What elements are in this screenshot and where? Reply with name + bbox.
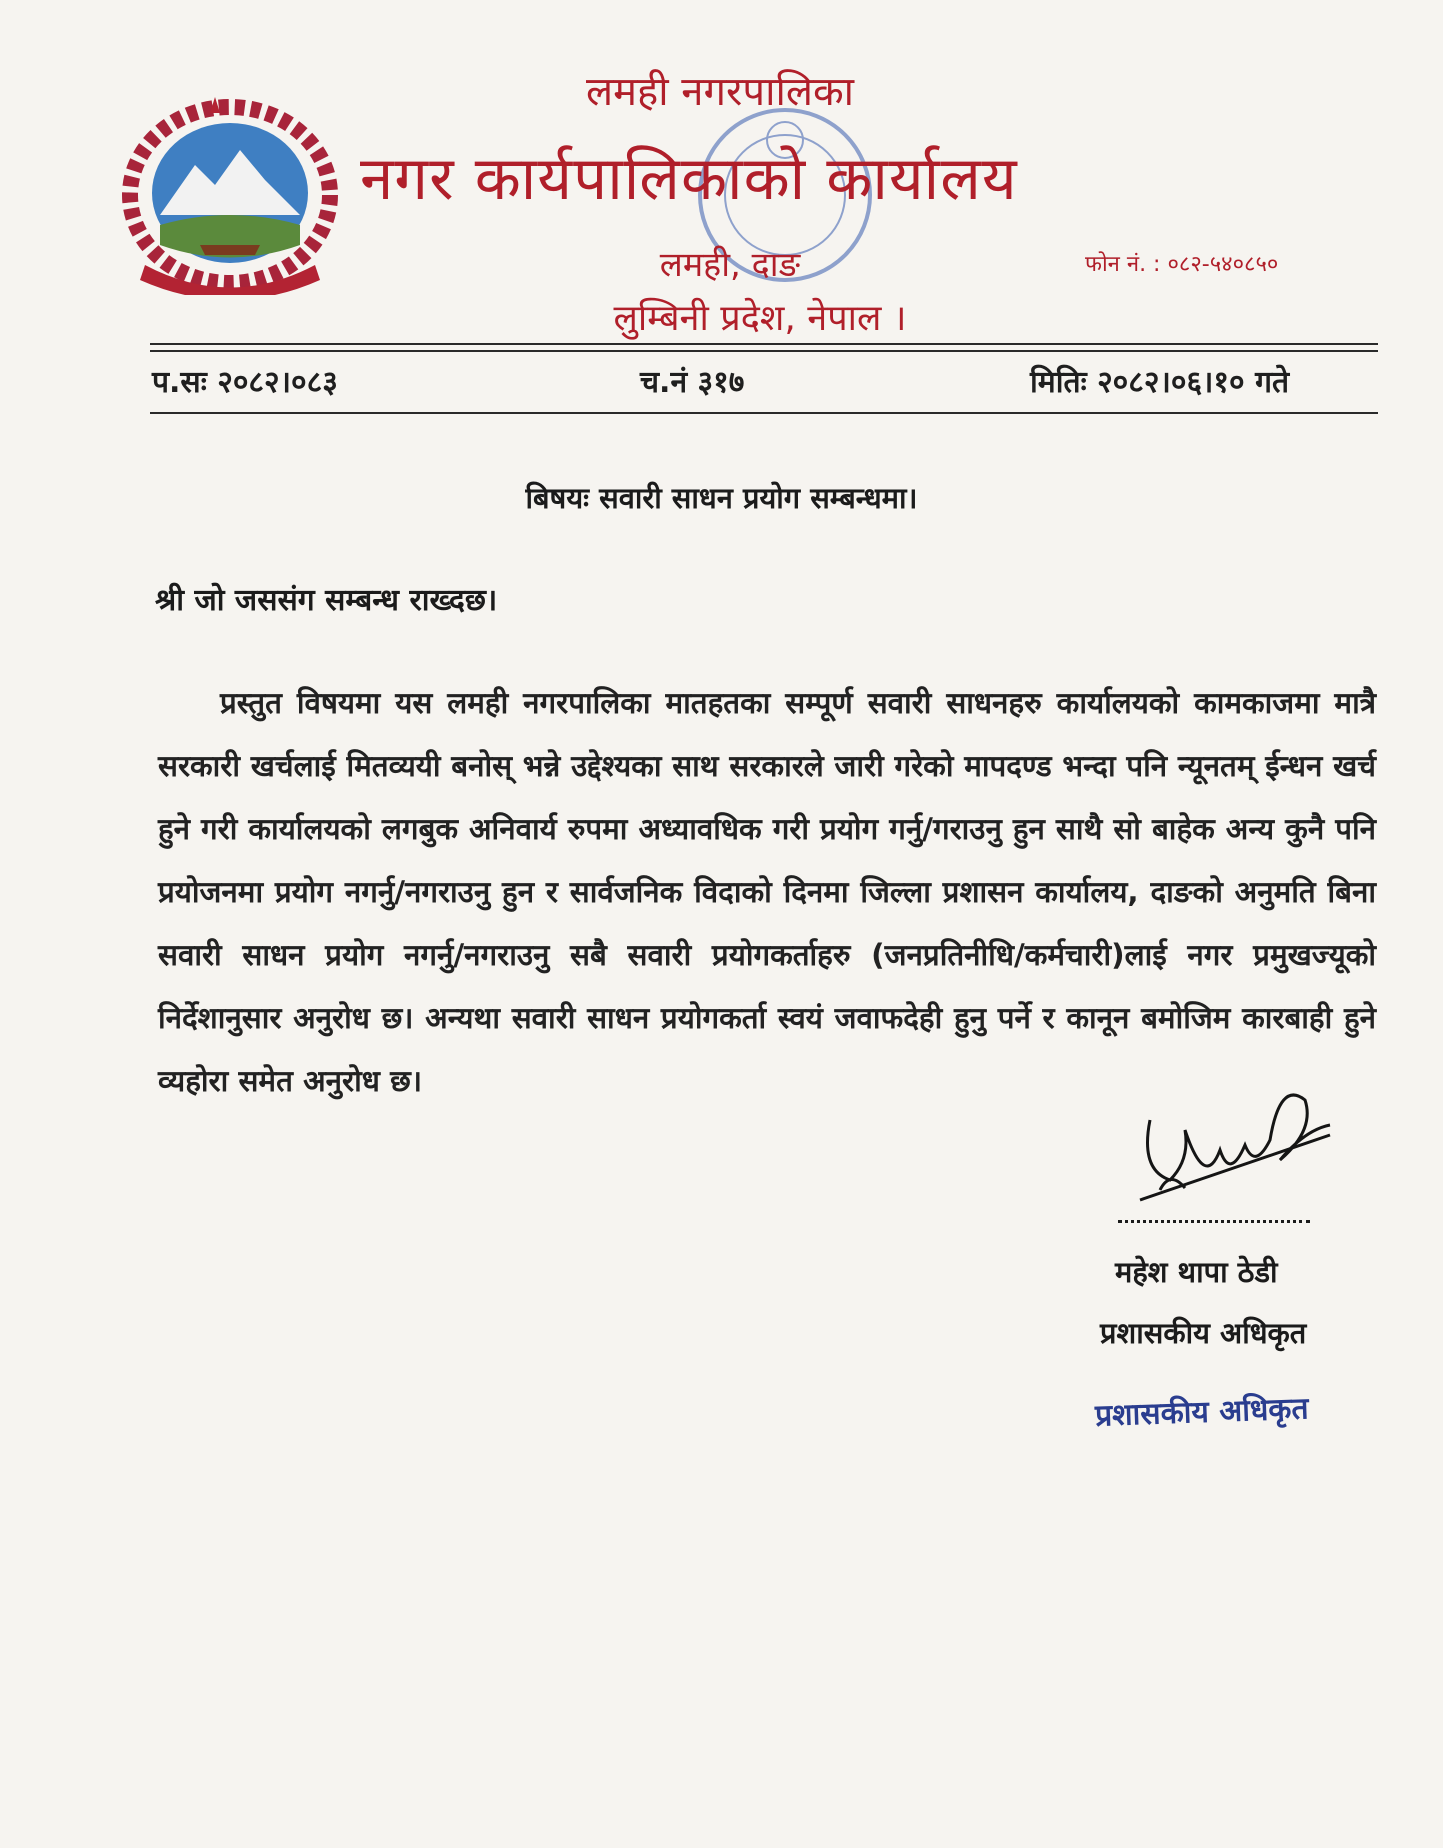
signatory-stamp: प्रशासकीय अधिकृत (1094, 1391, 1310, 1434)
header-divider-top-2 (150, 350, 1378, 352)
header-divider-bottom (150, 412, 1378, 414)
signatory-title: प्रशासकीय अधिकृत (1100, 1316, 1307, 1350)
province-country: लुम्बिनी प्रदेश, नेपाल । (613, 298, 907, 339)
nepal-emblem-icon (115, 95, 345, 295)
letter-body: प्रस्तुत विषयमा यस लमही नगरपालिका मातहतका सम्पूर्ण सवारी साधनहरु कार्यालयको कामकाजमा मात्रै सरकारी खर्चलाई मितव्ययी बनोस् भन्ने उद्देश्यका साथ सरकारले जारी गरेको मापदण्ड भन्दा पनि न्यूनतम् ईन्धन खर्च हुने गरी कार्यालयको लगबुक अनिवार्य रुपमा अध्यावधिक गरी प्रयोग गर्नु/गराउनु हुन साथै सो बाहेक अन्य कुनै पनि प्रयोजनमा प्रयोग नगर्नु/नगराउनु हुन र सार्वजनिक विदाको दिनमा जिल्ला प्रशासन कार्यालय, दाङको अनुमति बिना सवारी साधन प्रयोग नगर्नु/नगराउनु सबै सवारी प्रयोगकर्ताहरु (जनप्रतिनीधि/कर्मचारी)लाई नगर प्रमुखज्यूको निर्देशानुसार अनुरोध छ। अन्यथा सवारी साधन प्रयोगकर्ता स्वयं जवाफदेही हुनु पर्ने र कानून बमोजिम कारबाही हुने व्यहोरा समेत अनुरोध छ। (158, 686, 1376, 1098)
reference-chalani: च.नं ३१७ (640, 365, 745, 400)
header-divider-top (150, 343, 1378, 345)
reference-date: मितिः २०८२।०६।१० गते (1030, 365, 1290, 400)
reference-pasa: प.सः २०८२।०८३ (152, 365, 338, 400)
office-location: लमही, दाङ (659, 245, 801, 285)
municipality-name: लमही नगरपालिका (585, 69, 855, 115)
letter-subject: बिषयः सवारी साधन प्रयोग सम्बन्धमा। (525, 481, 918, 515)
phone-number: फोन नं. : ०८२-५४०८५० (1085, 252, 1279, 277)
salutation: श्री जो जससंग सम्बन्ध राख्दछ। (155, 583, 498, 618)
signature-line (1118, 1220, 1310, 1223)
handwritten-signature (1130, 1060, 1340, 1220)
signatory-name: महेश थापा ठेडी (1115, 1255, 1278, 1289)
office-name: नगर कार्यपालिकाको कार्यालय (360, 144, 1018, 214)
